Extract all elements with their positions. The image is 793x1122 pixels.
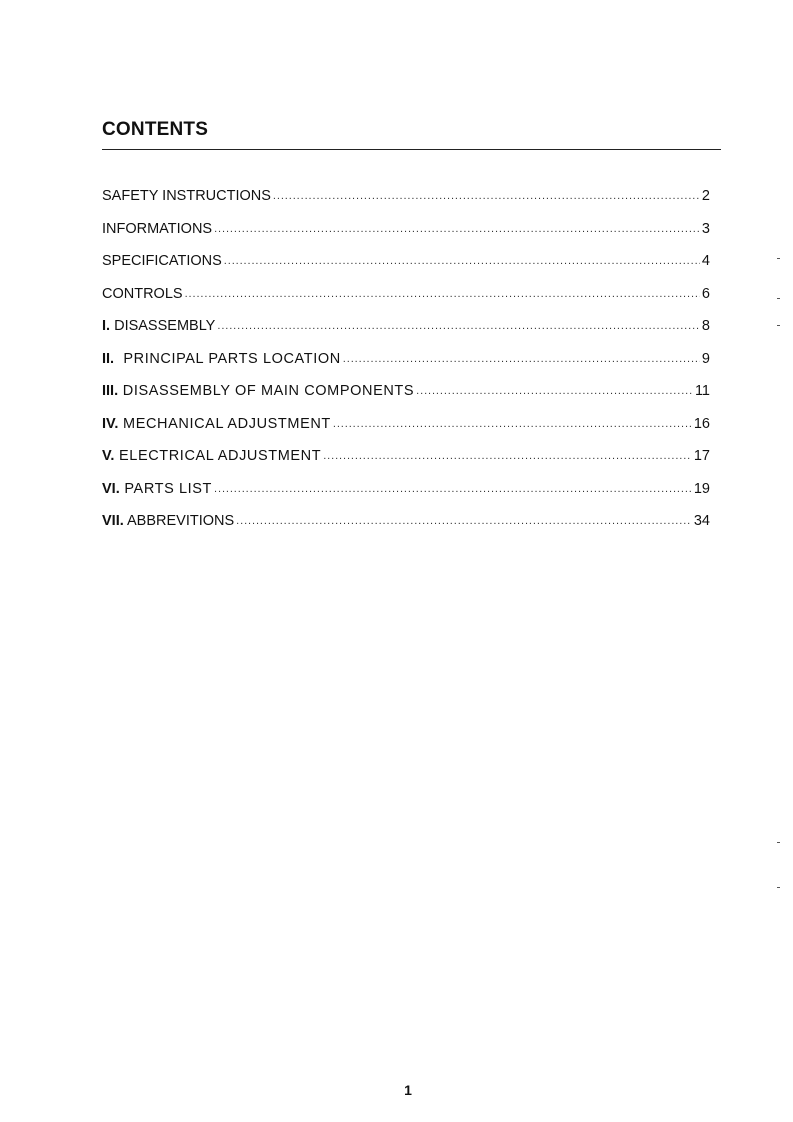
toc-entry-title: DISASSEMBLY [110,318,216,334]
toc-entry-title: SPECIFICATIONS [102,253,222,269]
toc-entry-page: 2 [701,188,710,204]
toc-entry-title: DISASSEMBLY OF MAIN COMPONENTS [118,383,415,399]
toc-entry-page: 11 [694,383,710,399]
scan-mark [777,298,780,299]
toc-entry-controls[interactable] [102,286,710,319]
toc-entry-number: II. [102,350,115,367]
toc-entry-title: PRINCIPAL PARTS LOCATION [114,350,341,367]
toc-entry-specifications[interactable] [102,253,710,286]
toc-leader-dots [214,480,692,496]
toc-entry-number: VII. [102,513,124,529]
toc-leader-dots [224,252,700,268]
toc-entry-page: 4 [701,253,710,269]
scan-mark [777,258,780,259]
toc-entry-page: 17 [693,448,710,464]
toc-entry-title: ABBREVITIONS [123,513,235,529]
toc-entry-page: 9 [701,350,710,367]
toc-entry-principal-parts-location[interactable] [102,351,710,384]
toc-entry-title: MECHANICAL ADJUSTMENT [118,415,331,432]
toc-entry-page: 3 [701,220,710,237]
scan-mark [777,325,780,326]
toc-leader-dots [333,415,692,431]
toc-entry-electrical-adjustment[interactable] [102,448,710,481]
toc-entry-number: IV. [102,415,119,432]
toc-entry-title: SAFETY INSTRUCTIONS [102,188,271,204]
toc-entry-title: PARTS LIST [119,480,213,497]
toc-entry-number: I. [102,318,111,334]
toc-entry-abbrevitions[interactable] [102,513,710,546]
toc-entry-disassembly[interactable] [102,318,710,351]
toc-leader-dots [217,317,700,333]
toc-leader-dots [343,350,700,366]
toc-entry-number: VI. [102,480,120,497]
page-title: CONTENTS [102,119,209,140]
page-number: 1 [404,1082,412,1098]
toc-leader-dots [236,512,692,528]
toc-entry-page: 6 [701,285,710,302]
toc-entry-number: III. [102,383,119,399]
toc-leader-dots [416,382,693,398]
toc-entry-title: ELECTRICAL ADJUSTMENT [114,448,322,464]
toc-leader-dots [323,447,692,463]
toc-entry-title: CONTROLS [102,285,183,302]
toc-entry-parts-list[interactable] [102,481,710,514]
table-of-contents [102,188,710,546]
toc-entry-page: 19 [693,480,710,497]
toc-entry-informations[interactable] [102,221,710,254]
toc-entry-page: 8 [701,318,710,334]
toc-entry-number: V. [102,448,115,464]
scan-mark [777,887,780,888]
scan-mark [777,842,780,843]
toc-entry-page: 34 [693,513,710,529]
toc-leader-dots [185,285,700,301]
toc-entry-disassembly-of-main-components[interactable] [102,383,710,416]
toc-entry-mechanical-adjustment[interactable] [102,416,710,449]
toc-entry-page: 16 [693,415,710,432]
toc-leader-dots [273,187,700,203]
toc-leader-dots [214,220,700,236]
toc-entry-title: INFORMATIONS [102,220,213,237]
toc-entry-safety-instructions[interactable] [102,188,710,221]
title-divider [102,149,721,150]
